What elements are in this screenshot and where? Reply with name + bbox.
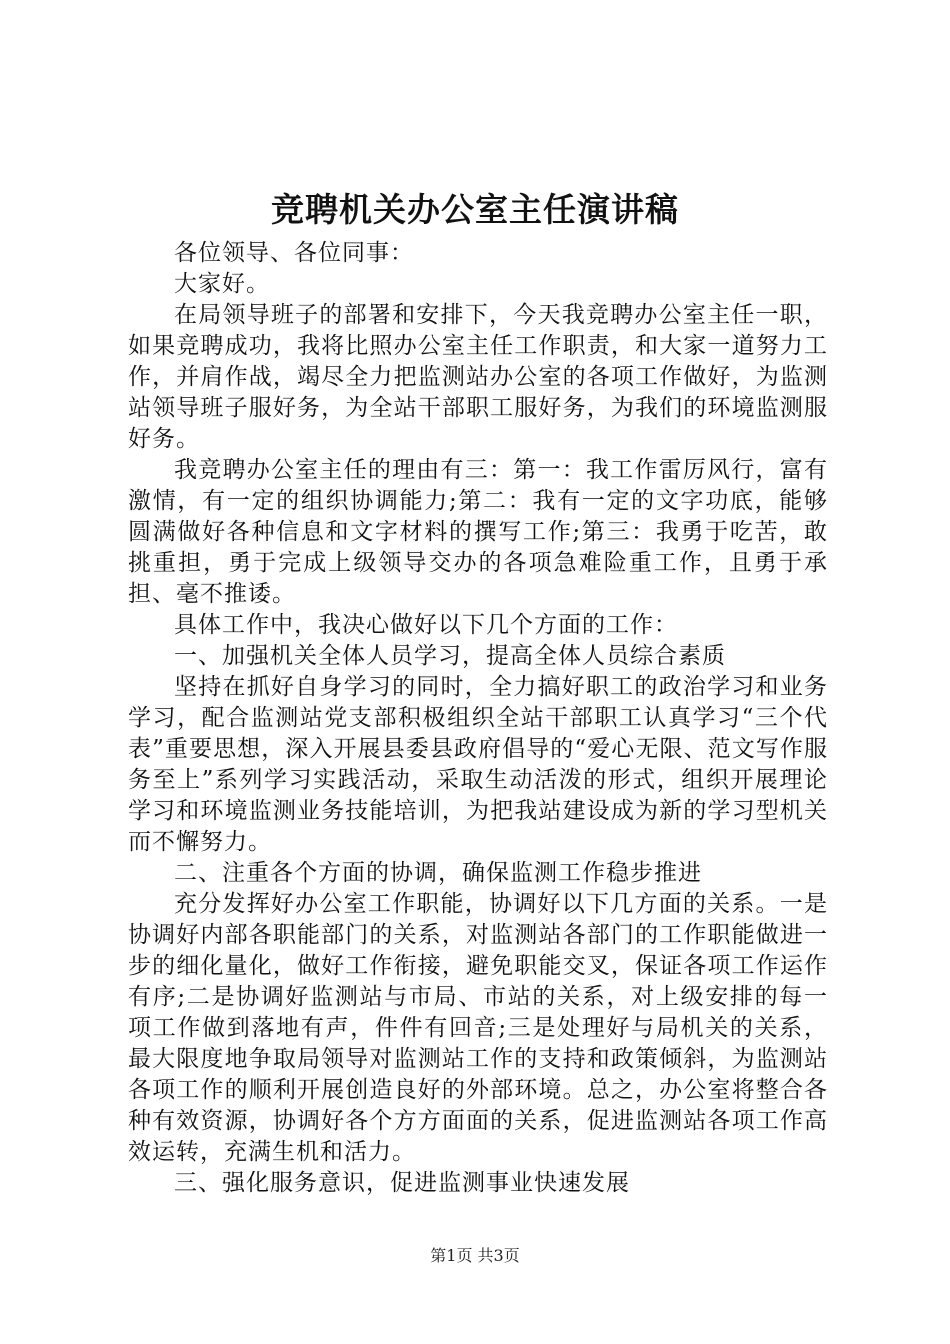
paragraph-intro: 在局领导班子的部署和安排下，今天我竞聘办公室主任一职，如果竞聘成功，我将比照办公室主任工作职责，和大家一道努力工作，并肩作战，竭尽全力把监测站办公室的各项工作做好，为监测站领导班子服好务，为全站干部职工服好务，为我们的环境监测服好务。 xyxy=(128,302,828,452)
document-body xyxy=(128,238,828,1199)
section-heading-3: 三、强化服务意识，促进监测事业快速发展 xyxy=(174,1170,630,1196)
paragraph-section-1: 坚持在抓好自身学习的同时，全力搞好职工的政治学习和业务学习，配合监测站党支部积极组织全站干部职工认真学习“三个代表”重要思想，深入开展县委县政府倡导的“爱心无限、范文写作服务至上”系列学习实践活动，采取生动活泼的形式，组织开展理论学习和环境监测业务技能培训，为把我站建设成为新的学习型机关而不懈努力。 xyxy=(128,674,828,855)
paragraph-reasons: 我竞聘办公室主任的理由有三：第一：我工作雷厉风行，富有激情，有一定的组织协调能力;第二：我有一定的文字功底，能够圆满做好各种信息和文字材料的撰写工作;第三：我勇于吃苦，敢挑重担，勇于完成上级领导交办的各项急难险重工作，且勇于承担、毫不推诿。 xyxy=(128,457,828,607)
paragraph-greeting: 大家好。 xyxy=(174,271,270,297)
section-heading-2: 二、注重各个方面的协调，确保监测工作稳步推进 xyxy=(174,860,702,886)
paragraph-salutation: 各位领导、各位同事： xyxy=(174,240,414,266)
page-footer: 第1页 共3页 xyxy=(430,1246,520,1265)
section-heading-1: 一、加强机关全体人员学习，提高全体人员综合素质 xyxy=(174,643,726,669)
paragraph-section-2: 充分发挥好办公室工作职能，协调好以下几方面的关系。一是协调好内部各职能部门的关系，对监测站各部门的工作职能做进一步的细化量化，做好工作衔接，避免职能交叉，保证各项工作运作有序;二是协调好监测站与市局、市站的关系，对上级安排的每一项工作做到落地有声，件件有回音;三是处理好与局机关的关系，最大限度地争取局领导对监测站工作的支持和政策倾斜，为监测站各项工作的顺利开展创造良好的外部环境。总之，办公室将整合各种有效资源，协调好各个方方面面的关系，促进监测站各项工作高效运转，充满生机和活力。 xyxy=(128,891,828,1165)
paragraph-plan-intro: 具体工作中，我决心做好以下几个方面的工作： xyxy=(174,612,678,638)
document-title: 竞聘机关办公室主任演讲稿 xyxy=(271,190,679,229)
